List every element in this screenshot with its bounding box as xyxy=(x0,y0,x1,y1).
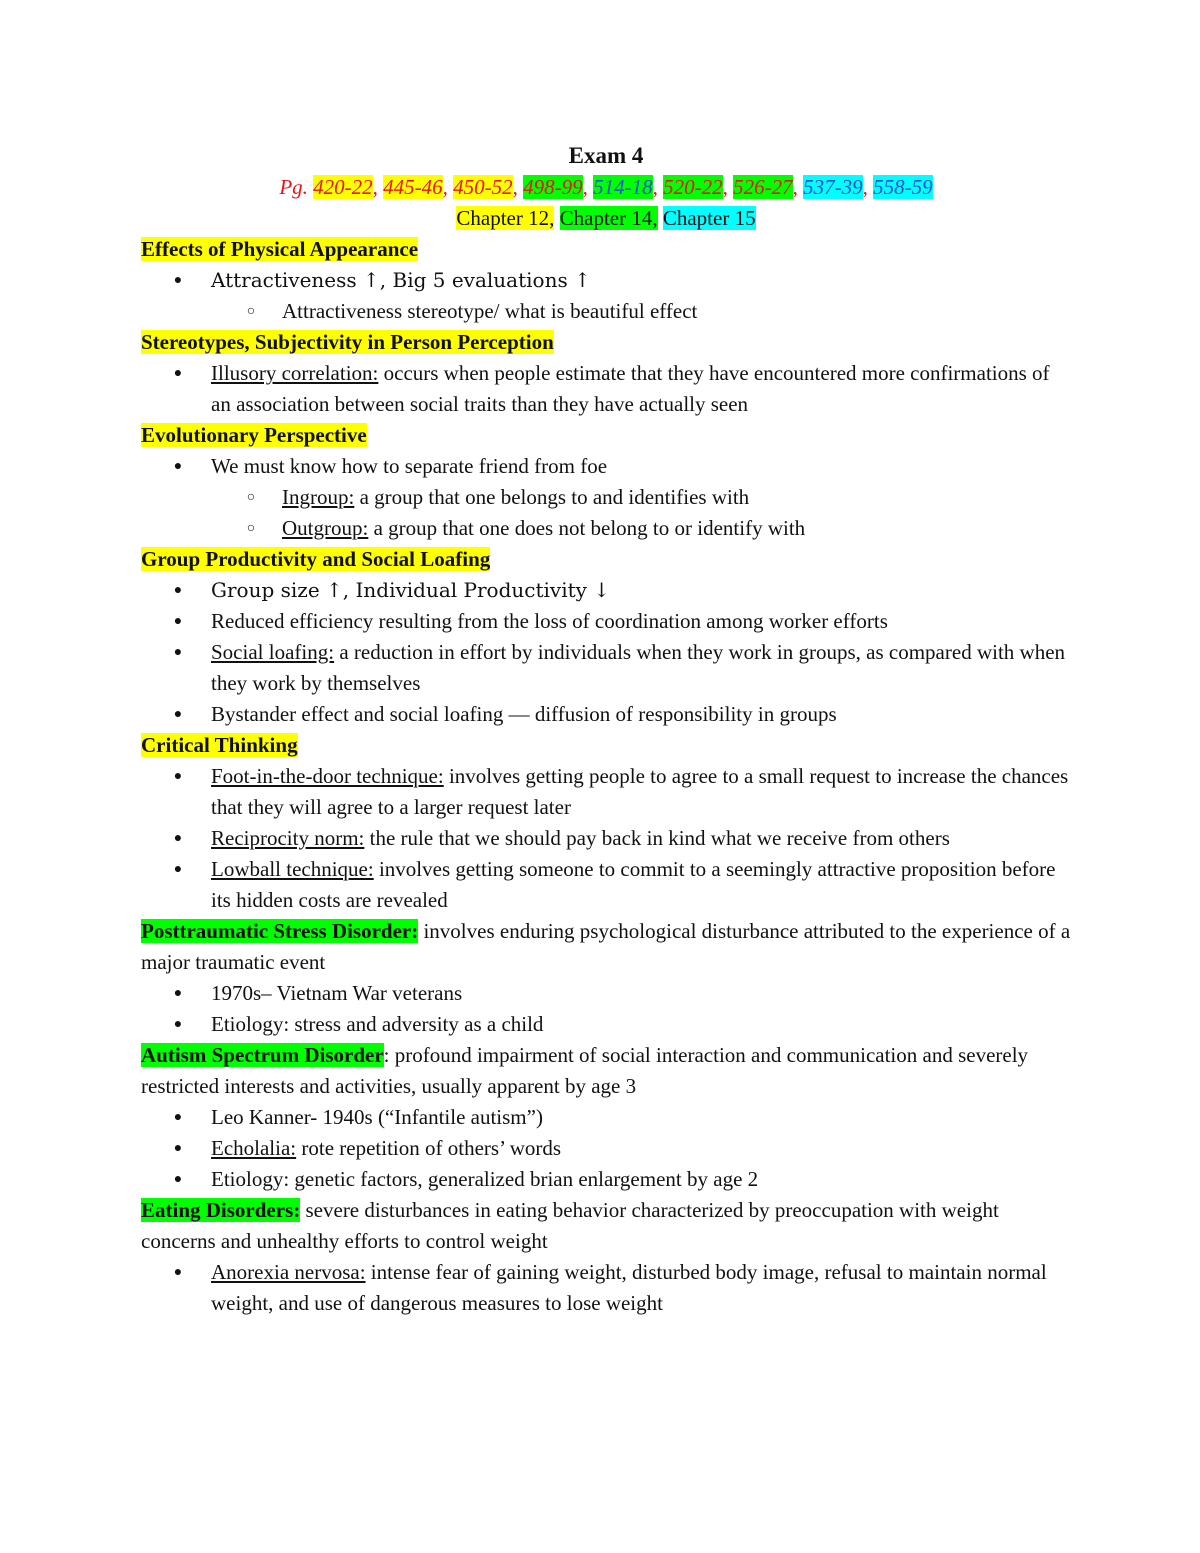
section-heading xyxy=(141,730,1071,761)
bullet-list xyxy=(141,265,1071,327)
item-text: 1970s– Vietnam War veterans xyxy=(211,981,463,1005)
chapter-label: Chapter 14, xyxy=(559,206,658,230)
section-heading xyxy=(141,544,1071,575)
bullet-list xyxy=(141,1102,1071,1195)
list-item xyxy=(141,854,1071,916)
item-text: Etiology: stress and adversity as a child xyxy=(211,1012,544,1036)
term: Social loafing: xyxy=(211,640,335,664)
document-title: Exam 4 xyxy=(568,143,644,168)
term: Lowball technique: xyxy=(211,857,374,881)
document-page xyxy=(141,140,1071,1319)
list-item xyxy=(141,823,1071,854)
bullet-list xyxy=(141,978,1071,1040)
heading-text: Stereotypes, Subjectivity in Person Perception xyxy=(141,330,554,354)
item-text: involves getting someone to commit to a seemingly attractive proposition before its hidden costs are revealed xyxy=(211,857,1056,912)
list-item xyxy=(141,978,1071,1009)
bullet-list xyxy=(141,451,1071,544)
page-range: 526-27 xyxy=(733,175,793,199)
page-range: 450-52 xyxy=(453,175,513,199)
list-item xyxy=(141,358,1071,420)
list-item xyxy=(141,637,1071,699)
item-text: a group that one belongs to and identifies with xyxy=(354,485,750,509)
term: Echolalia: xyxy=(211,1136,297,1160)
list-item xyxy=(141,451,1071,482)
heading-text: Posttraumatic Stress Disorder: xyxy=(141,919,419,943)
bullet-icon xyxy=(171,358,185,389)
chapter-label: Chapter 12, xyxy=(456,206,555,230)
item-text: Attractiveness ↑, Big 5 evaluations ↑ xyxy=(211,268,591,292)
list-item xyxy=(141,482,1071,513)
page-range: 420-22 xyxy=(313,175,373,199)
bullet-icon xyxy=(171,637,185,668)
bullet-icon xyxy=(171,575,185,606)
heading-text: Effects of Physical Appearance xyxy=(141,237,419,261)
page-range: 514-18 xyxy=(593,175,653,199)
item-text: Group size ↑, Individual Productivity ↓ xyxy=(211,578,611,602)
item-text: Bystander effect and social loafing — diffusion of responsibility in groups xyxy=(211,702,837,726)
bullet-icon xyxy=(171,606,185,637)
list-item xyxy=(141,1009,1071,1040)
list-item xyxy=(141,699,1071,730)
chapter-list xyxy=(141,203,1071,234)
section-paragraph xyxy=(141,1195,1071,1257)
bullet-icon xyxy=(171,1133,185,1164)
section-paragraph xyxy=(141,916,1071,978)
page-range: 445-46 xyxy=(383,175,443,199)
section-paragraph xyxy=(141,1040,1071,1102)
term: Outgroup: xyxy=(282,516,369,540)
bullet-icon xyxy=(171,265,185,296)
page-range: 498-99 xyxy=(523,175,583,199)
bullet-icon xyxy=(171,978,185,1009)
page-range: 558-59 xyxy=(873,175,933,199)
item-text: Reduced efficiency resulting from the loss of coordination among worker efforts xyxy=(211,609,888,633)
list-item xyxy=(141,265,1071,296)
circle-bullet-icon xyxy=(244,482,258,513)
bullet-list xyxy=(141,761,1071,916)
bullet-list xyxy=(141,1257,1071,1319)
list-item xyxy=(141,575,1071,606)
list-item xyxy=(141,761,1071,823)
term: Foot-in-the-door technique: xyxy=(211,764,444,788)
item-text: Etiology: genetic factors, generalized brian enlargement by age 2 xyxy=(211,1167,759,1191)
page-range: 520-22 xyxy=(663,175,723,199)
bullet-icon xyxy=(171,854,185,885)
bullet-icon xyxy=(171,451,185,482)
item-text: Attractiveness stereotype/ what is beautiful effect xyxy=(282,299,698,323)
section-heading xyxy=(141,327,1071,358)
bullet-icon xyxy=(171,699,185,730)
page-range: 537-39 xyxy=(803,175,863,199)
heading-text: Autism Spectrum Disorder xyxy=(141,1043,384,1067)
pg-prefix: Pg. xyxy=(279,175,314,199)
bullet-icon xyxy=(171,1257,185,1288)
term: Anorexia nervosa: xyxy=(211,1260,366,1284)
item-text: Leo Kanner- 1940s (“Infantile autism”) xyxy=(211,1105,543,1129)
bullet-icon xyxy=(171,1102,185,1133)
list-item xyxy=(141,1102,1071,1133)
bullet-icon xyxy=(171,761,185,792)
paragraph-text: involves enduring psychological disturbance attributed to the experience of a major traumatic event xyxy=(141,919,1071,974)
bullet-icon xyxy=(171,1009,185,1040)
heading-text: Evolutionary Perspective xyxy=(141,423,367,447)
item-text: intense fear of gaining weight, disturbed body image, refusal to maintain normal weight, and use of dangerous measures to lose weight xyxy=(211,1260,1047,1315)
circle-bullet-icon xyxy=(244,296,258,327)
item-text: We must know how to separate friend from foe xyxy=(211,454,608,478)
item-text: a reduction in effort by individuals when they work in groups, as compared with when they work by themselves xyxy=(211,640,1066,695)
bullet-list xyxy=(141,358,1071,420)
item-text: involves getting people to agree to a small request to increase the chances that they will agree to a larger request later xyxy=(211,764,1069,819)
page-ranges: Pg. 420-22, 445-46, 450-52, 498-99, 514-18, 520-22, 526-27, 537-39, 558-59 xyxy=(279,175,933,199)
heading-text: Group Productivity and Social Loafing xyxy=(141,547,491,571)
list-item xyxy=(141,606,1071,637)
term: Illusory correlation: xyxy=(211,361,379,385)
bullet-list xyxy=(141,575,1071,730)
list-item xyxy=(141,1133,1071,1164)
item-text: rote repetition of others’ words xyxy=(296,1136,562,1160)
colon-text: : xyxy=(383,1043,390,1067)
bullet-icon xyxy=(171,823,185,854)
list-item xyxy=(141,296,1071,327)
heading-text: Eating Disorders: xyxy=(141,1198,301,1222)
item-text: the rule that we should pay back in kind what we receive from others xyxy=(364,826,950,850)
item-text: occurs when people estimate that they have encountered more confirmations of an association between social traits than they have actually seen xyxy=(211,361,1050,416)
paragraph-text: severe disturbances in eating behavior characterized by preoccupation with weight concerns and unhealthy efforts to control weight xyxy=(141,1198,999,1253)
heading-text: Critical Thinking xyxy=(141,733,298,757)
section-heading xyxy=(141,234,1071,265)
term: Ingroup: xyxy=(282,485,355,509)
section-heading xyxy=(141,420,1071,451)
bullet-icon xyxy=(171,1164,185,1195)
list-item xyxy=(141,513,1071,544)
chapter-label: Chapter 15 xyxy=(662,206,756,230)
item-text: a group that one does not belong to or identify with xyxy=(368,516,806,540)
list-item xyxy=(141,1164,1071,1195)
circle-bullet-icon xyxy=(244,513,258,544)
list-item xyxy=(141,1257,1071,1319)
term: Reciprocity norm: xyxy=(211,826,365,850)
paragraph-text: profound impairment of social interaction and communication and severely restricted interests and activities, usually apparent by age 3 xyxy=(141,1043,1029,1098)
